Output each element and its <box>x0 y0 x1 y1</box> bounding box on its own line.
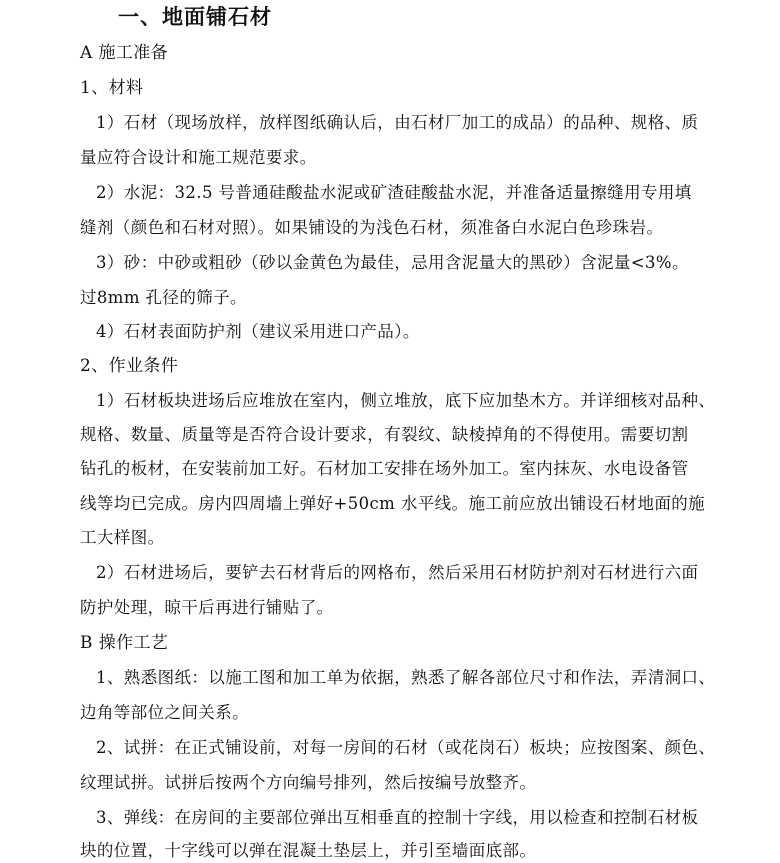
paragraph-line: 过8mm 孔径的筛子。 <box>80 288 247 307</box>
section-a-heading: A 施工准备 <box>80 43 169 63</box>
paragraph-line: 钻孔的板材，在安装前加工好。石材加工安排在场外加工。室内抹灰、水电设备管 <box>80 459 689 478</box>
page-title: 一、地面铺石材 <box>118 4 272 29</box>
paragraph-line: 量应符合设计和施工规范要求。 <box>80 148 317 167</box>
paragraph-line: 块的位置，十字线可以弹在混凝土垫层上，并引至墙面底部。 <box>80 841 537 860</box>
paragraph-line: 防护处理，晾干后再进行铺贴了。 <box>80 598 334 617</box>
subsection-conditions-heading: 2、作业条件 <box>80 356 179 376</box>
paragraph-line: 4）石材表面防护剂（建议采用进口产品）。 <box>96 322 420 341</box>
subsection-materials-heading: 1、材料 <box>80 78 144 98</box>
paragraph-line: 线等均已完成。房内四周墙上弹好+50cm 水平线。施工前应放出铺设石材地面的施 <box>80 494 706 513</box>
paragraph-line: 1）石材（现场放样，放样图纸确认后，由石材厂加工的成品）的品种、规格、质 <box>96 113 699 132</box>
paragraph-line: 2）石材进场后，要铲去石材背后的网格布，然后采用石材防护剂对石材进行六面 <box>96 563 699 582</box>
paragraph-line: 3、弹线：在房间的主要部位弹出互相垂直的控制十字线，用以检查和控制石材板 <box>96 808 699 827</box>
paragraph-line: 1）石材板块进场后应堆放在室内，侧立堆放，底下应加垫木方。并详细核对品种、 <box>96 391 716 410</box>
paragraph-line: 1、熟悉图纸：以施工图和加工单为依据，熟悉了解各部位尺寸和作法，弄清洞口、 <box>96 668 716 687</box>
paragraph-line: 3）砂：中砂或粗砂（砂以金黄色为最佳，忌用含泥量大的黑砂）含泥量<3%。 <box>96 253 689 272</box>
paragraph-line: 规格、数量、质量等是否符合设计要求，有裂纹、缺棱掉角的不得使用。需要切割 <box>80 425 689 444</box>
paragraph-line: 缝剂（颜色和石材对照）。如果铺设的为浅色石材，须准备白水泥白色珍珠岩。 <box>80 218 664 237</box>
paragraph-line: 纹理试拼。试拼后按两个方向编号排列，然后按编号放整齐。 <box>80 773 537 792</box>
paragraph-line: 工大样图。 <box>80 528 165 547</box>
paragraph-line: 边角等部位之间关系。 <box>80 703 249 722</box>
section-b-heading: B 操作工艺 <box>80 633 169 653</box>
paragraph-line: 2）水泥：32.5 号普通硅酸盐水泥或矿渣硅酸盐水泥，并准备适量擦缝用专用填 <box>96 183 692 202</box>
paragraph-line: 2、试拼：在正式铺设前，对每一房间的石材（或花岗石）板块；应按图案、颜色、 <box>96 738 716 757</box>
